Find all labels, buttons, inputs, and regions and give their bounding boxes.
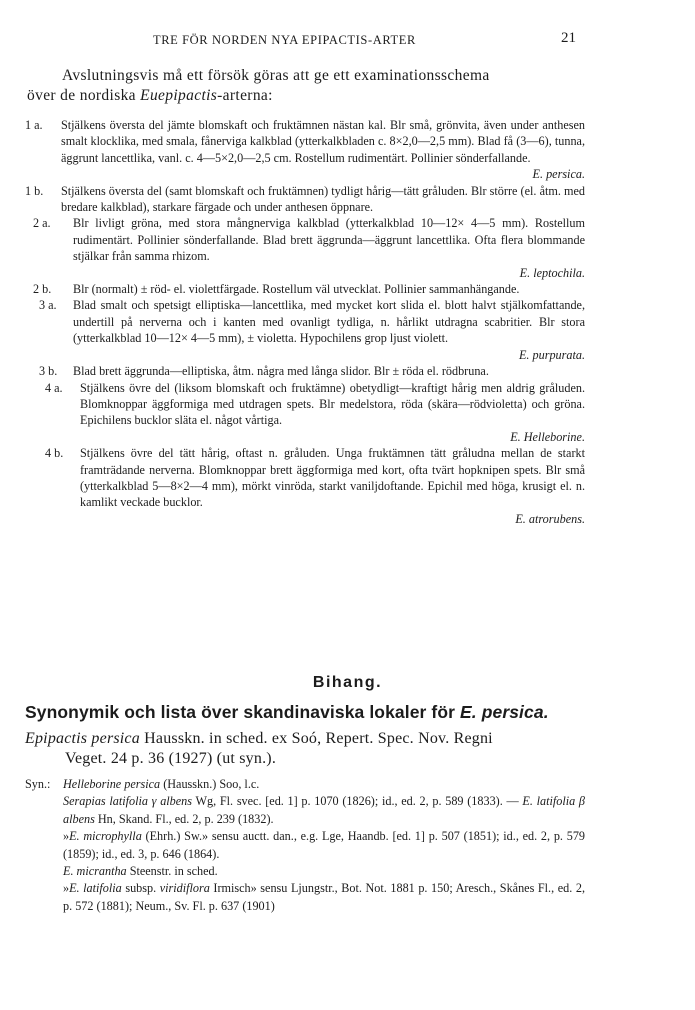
synonym-text: subsp. <box>121 881 160 896</box>
key-entry <box>25 297 585 363</box>
key-entry <box>25 183 585 216</box>
synonym-name: E. latifolia β albens <box>63 794 585 826</box>
quote-mark: » <box>63 881 70 896</box>
citation-line-1 <box>25 730 493 747</box>
synonym-name: E. micrantha <box>63 864 127 879</box>
genus-name: Euepipactis <box>140 87 218 104</box>
key-number: 4 b. <box>45 446 64 461</box>
citation-line-2: Veget. 24 p. 36 (1927) (ut syn.). <box>65 750 277 767</box>
synonym-entry <box>25 863 585 880</box>
key-number: 2 a. <box>33 216 51 231</box>
key-text: Stjälkens övre del tätt hårig, oftast n. gråluden. Unga fruktämnen tätt gråludna mellan de starkt framträdande nerverna. Blomknoppar brett äggformiga med kort, ofta tvärt hopknipen spets. Blr små (ytterkalkblad 5—8×2—4 mm), mörkt vinröda, starkt vaniljdoftande. Epichil med höga, krusigt el. n. kamlikt veckade bucklor. <box>80 446 585 510</box>
synonym-text: Irmisch» sensu Ljungstr., Bot. Not. 1881 p. 150; Aresch., Skånes Fl., ed. 2, p. 572 (1881); Neum., Sv. Fl. p. 637 (1901) <box>63 881 585 913</box>
key-text: Blr livligt gröna, med stora mångnerviga kalkblad (ytterkalkblad 10—12× 4—5 mm). Rostellum rudimentärt. Pollinier sönderfallande. Blad brett äggrunda—äggrunt lancettlika. Ofta flera blommande stjälkar från samma rhizom. <box>73 216 585 264</box>
synonym-text: Wg, Fl. svec. [ed. 1] p. 1070 (1826); id., ed. 2, p. 589 (1833). — <box>192 794 523 809</box>
synonymy-list <box>25 776 585 915</box>
intro-paragraph <box>27 66 597 106</box>
quote-mark: » <box>63 829 70 844</box>
key-text: Stjälkens översta del (samt blomskaft och fruktämnen) tydligt hårig—tätt gråluden. Blr större (el. åtm. med bredare kalkblad), starkare färgade och under anthesen öppnare. <box>61 183 585 215</box>
intro-text-end: -arterna: <box>217 87 273 104</box>
synonym-name: E. latifolia <box>69 881 122 896</box>
appendix-title: Bihang. <box>312 674 383 691</box>
key-number: 2 b. <box>33 282 52 297</box>
key-species: E. atrorubens. <box>515 511 585 526</box>
key-number: 4 a. <box>45 380 63 395</box>
key-text: Blad smalt och spetsigt elliptiska—lancettlika, med mycket kort slida el. blott halvt stjälkomfattande, undertill på nerverna och i kanten med ovanligt tydliga, n. hårlikt utdragna scabritier. Blr stora (ytterkalkblad 10—12× 4—5 mm), ± violetta. Hypochilens grop ljust violett. <box>73 298 585 346</box>
citation-text: Hausskn. in sched. ex Soó, Repert. Spec. Nov. Regni <box>139 730 493 747</box>
key-entry <box>25 445 585 527</box>
key-text: Blr (normalt) ± röd- el. violettfärgade. Rostellum väl utvecklat. Pollinier sammanhängande. <box>73 282 520 297</box>
intro-line-2 <box>27 87 273 104</box>
appendix-heading <box>25 702 585 723</box>
synonym-entry <box>25 880 585 915</box>
key-species: E. persica. <box>532 167 585 182</box>
identification-key <box>25 117 585 527</box>
heading-text: Synonymik och lista över skandinaviska lokaler för <box>25 702 460 722</box>
key-entry <box>25 363 585 379</box>
key-text: Stjälkens övre del (liksom blomskaft och fruktämne) obetydligt—kraftigt hårig men aldrig gråluden. Blomknoppar äggformiga med utdragen spets. Blr medelstora, röda (skära—rödvioletta) och gröna. Epichilens bucklor släta el. något vårtiga. <box>80 380 585 428</box>
synonym-name: E. microphylla <box>69 829 142 844</box>
key-species: E. leptochila. <box>519 265 585 280</box>
heading-species: E. persica. <box>460 702 549 722</box>
key-number: 3 a. <box>39 298 57 313</box>
synonym-text: Hn, Skand. Fl., ed. 2, p. 239 (1832). <box>94 811 274 826</box>
key-species: E. purpurata. <box>518 347 585 362</box>
synonym-text: Steenstr. in sched. <box>126 864 218 879</box>
synonym-name: Helleborine persica <box>63 777 161 791</box>
intro-text: över de nordiska <box>27 87 141 104</box>
species-citation <box>25 729 585 769</box>
running-head: TRE FÖR NORDEN NYA EPIPACTIS-ARTER <box>153 33 416 47</box>
synonym-entry <box>25 793 585 828</box>
key-number: 3 b. <box>39 364 58 379</box>
key-text: Stjälkens översta del jämte blomskaft och fruktämnen nästan kal. Blr små, grönvita, även under anthesen smalt klocklika, med smala, fånerviga kalkblad (ytterkalkbladen c. 8×2,0—2,5 mm). Blad få (3—6), tunna, äggrunt lancettlika, vanl. c. 4—5×2,0—2,5 cm. Rostellum rudimentärt. Pollinier sönderfallande. <box>61 118 585 165</box>
key-entry <box>25 117 585 183</box>
key-text: Blad brett äggrunda—elliptiska, åtm. några med långa slidor. Blr ± röda el. rödbruna. <box>73 364 489 379</box>
synonym-name: viridiflora <box>159 881 210 896</box>
synonym-entry <box>25 828 585 863</box>
synonym-entry <box>25 776 585 793</box>
key-number: 1 b. <box>25 183 44 198</box>
key-entry <box>25 281 585 297</box>
synonym-text: (Ehrh.) Sw.» sensu auctt. dan., e.g. Lge, Haandb. [ed. 1] p. 507 (1851); id., ed. 2, p. 579 (1859); id., ed. 3, p. 646 (1864). <box>63 829 586 861</box>
citation-name: Epipactis persica <box>25 730 140 747</box>
synonym-name: Serapias latifolia γ albens <box>63 794 193 809</box>
synonym-text: (Hausskn.) Soo, l.c. <box>160 777 260 791</box>
page-number: 21 <box>561 30 576 46</box>
key-entry <box>25 380 585 446</box>
key-number: 1 a. <box>25 118 43 132</box>
synonym-label: Syn.: <box>25 777 51 791</box>
intro-line-1: Avslutningsvis må ett försök göras att ge ett examinationsschema <box>62 67 490 84</box>
key-entry <box>25 215 585 281</box>
key-species: E. Helleborine. <box>510 429 585 444</box>
